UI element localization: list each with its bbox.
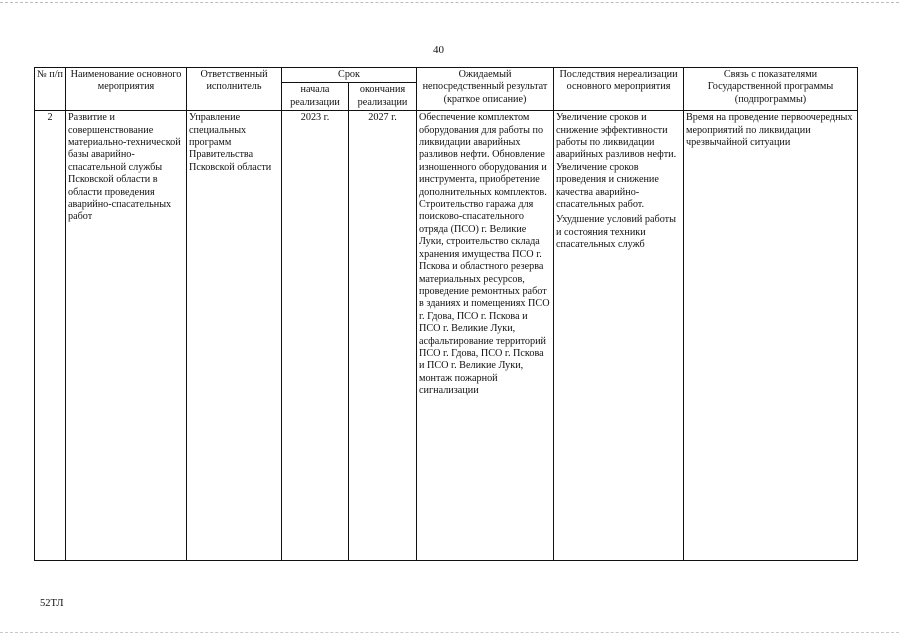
cell-result: Обеспечение комплектом оборудования для работы по ликвидации аварийных разливов нефти. Обновление изношенного оборудования и инструмента, приобретение дополнительных комплектов. Строительство гаража для поисково-спасательного отряда (ПСО) г. Великие Луки, строительство склада хранения имущества ПСО г. Пскова и областного резерва материальных ресурсов, проведение ремонтных работ в зданиях и помещениях ПСО г. Гдова, ПСО г. Пскова и ПСО г. Великие Луки, асфальтирование территорий ПСО г. Гдова, ПСО г. Пскова и ПСО г. Великие Луки, монтаж пожарной сигнализации <box>417 111 554 561</box>
footer-code: 52ТЛ <box>40 598 64 609</box>
cell-end: 2027 г. <box>349 111 417 561</box>
header-consequences: Последствия нереализации основного мероприятия <box>554 68 684 111</box>
header-term-start: начала реализации <box>282 83 349 111</box>
activities-table <box>34 67 858 561</box>
cell-link: Время на проведение первоочередных мероприятий по ликвидации чрезвычайной ситуации <box>684 111 858 561</box>
page-number: 40 <box>433 44 444 56</box>
header-num: № п/п <box>35 68 66 111</box>
table-row <box>35 111 858 561</box>
header-term-end: окончания реализации <box>349 83 417 111</box>
header-executor: Ответственный исполнитель <box>187 68 282 111</box>
header-row <box>35 68 858 83</box>
cell-executor: Управление специальных программ Правительства Псковской области <box>187 111 282 561</box>
header-link: Связь с показателями Государственной программы (подпрограммы) <box>684 68 858 111</box>
cell-num: 2 <box>35 111 66 561</box>
header-name: Наименование основного мероприятия <box>66 68 187 111</box>
scan-edge-top <box>0 2 899 3</box>
header-term: Срок <box>282 68 417 83</box>
cell-consequences <box>554 111 684 561</box>
scan-edge-bottom <box>0 632 899 633</box>
consequences-paragraph-2: Ухудшение условий работы и состояния техники спасательных служб <box>556 214 676 251</box>
cell-start: 2023 г. <box>282 111 349 561</box>
consequences-paragraph-1: Увеличение сроков и снижение эффективности работы по ликвидации аварийных разливов нефти. Увеличение сроков проведения и снижение качества аварийно-спасательных работ. <box>556 112 677 211</box>
header-result: Ожидаемый непосредственный результат (краткое описание) <box>417 68 554 111</box>
cell-name: Развитие и совершенствование материально-технической базы аварийно-спасательной службы Псковской области в области проведения аварийно-спасательных работ <box>66 111 187 561</box>
